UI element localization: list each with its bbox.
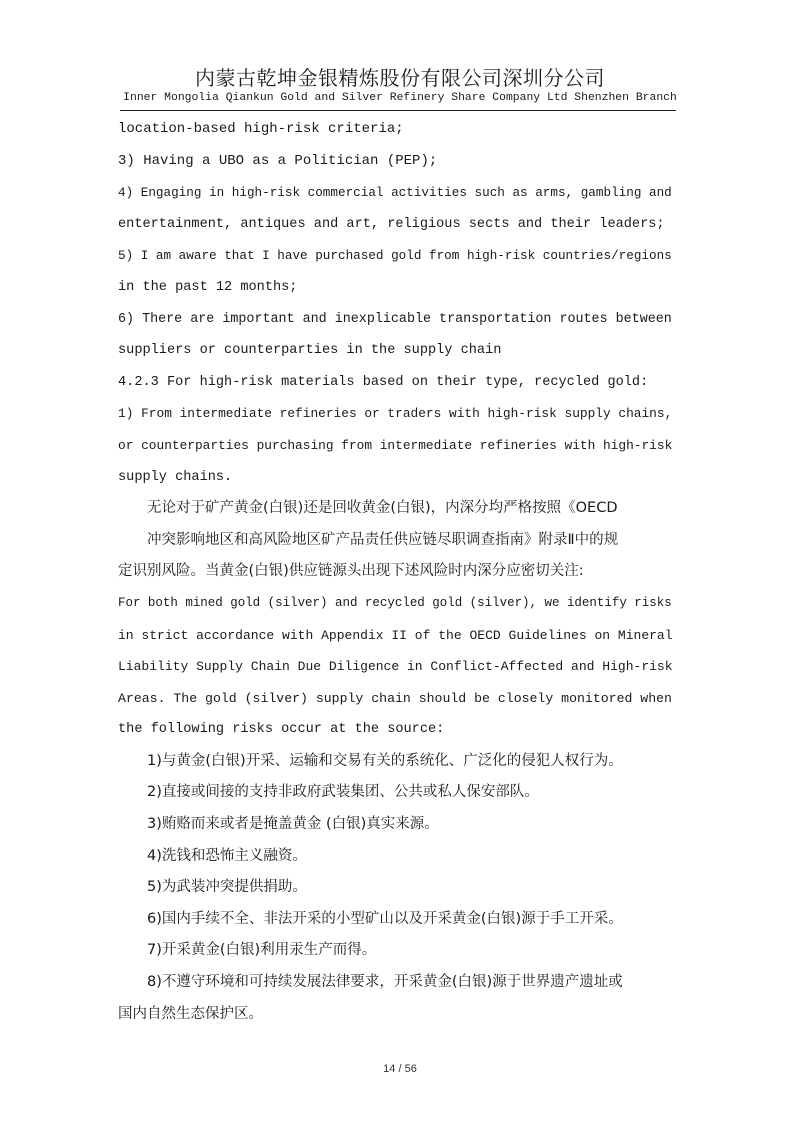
document-body bbox=[118, 114, 678, 1030]
text-line: or counterparties purchasing from intermediate refineries with high-risk bbox=[118, 437, 673, 453]
text-line: Areas. The gold (silver) supply chain should be closely monitored when bbox=[118, 690, 672, 706]
text-line: in the past 12 months; bbox=[118, 279, 298, 295]
text-line: supply chains. bbox=[118, 469, 233, 485]
list-item: 2)直接或间接的支持非政府武装集团、公共或私人保安部队。 bbox=[147, 784, 539, 801]
list-item: 4)洗钱和恐怖主义融资。 bbox=[147, 847, 307, 864]
text-line: in strict accordance with Appendix II of the OECD Guidelines on Mineral bbox=[118, 627, 673, 643]
text-line: the following risks occur at the source: bbox=[118, 722, 445, 738]
list-item: 1)与黄金(白银)开采、运输和交易有关的系统化、广泛化的侵犯人权行为。 bbox=[147, 752, 623, 769]
text-line: 无论对于矿产黄金(白银)还是回收黄金(白银)，内深分均严格按照《OECD bbox=[147, 500, 618, 517]
text-line: 定识别风险。当黄金(白银)供应链源头出现下述风险时内深分应密切关注: bbox=[118, 563, 584, 580]
list-item: 3)贿赂而来或者是掩盖黄金 (白银)真实来源。 bbox=[147, 816, 439, 833]
list-item: 5)为武装冲突提供捐助。 bbox=[147, 879, 307, 896]
text-line: suppliers or counterparties in the supply chain bbox=[118, 343, 502, 359]
section-heading: 4.2.3 For high-risk materials based on their type, recycled gold: bbox=[118, 374, 649, 390]
text-line: Liability Supply Chain Due Diligence in Conflict-Affected and High-risk bbox=[118, 659, 673, 675]
text-line: 5) I am aware that I have purchased gold from high-risk countries/regions bbox=[118, 248, 672, 264]
text-line: 1) From intermediate refineries or traders with high-risk supply chains, bbox=[118, 406, 673, 422]
list-item: 8)不遵守环境和可持续发展法律要求，开采黄金(白银)源于世界遗产遗址或 bbox=[147, 974, 623, 991]
company-name-cn: 内蒙古乾坤金银精炼股份有限公司深圳分公司 bbox=[195, 66, 605, 90]
text-line: 4) Engaging in high-risk commercial activities such as arms, gambling and bbox=[118, 185, 672, 201]
list-item: 7)开采黄金(白银)利用汞生产而得。 bbox=[147, 942, 377, 959]
text-line: location-based high-risk criteria; bbox=[118, 121, 404, 137]
text-line: 3) Having a UBO as a Politician (PEP); bbox=[118, 152, 438, 169]
list-item: 6)国内手续不全、非法开采的小型矿山以及开采黄金(白银)源于手工开采。 bbox=[147, 910, 623, 927]
text-line: 冲突影响地区和高风险地区矿产品责任供应链尽职调查指南》附录Ⅱ中的规 bbox=[147, 531, 619, 548]
text-line: 6) There are important and inexplicable transportation routes between bbox=[118, 311, 672, 327]
text-line: 国内自然生态保护区。 bbox=[118, 1005, 263, 1022]
page-number: 14 / 56 bbox=[383, 1063, 417, 1075]
text-line: For both mined gold (silver) and recycled gold (silver), we identify risks bbox=[118, 595, 672, 610]
company-name-en: Inner Mongolia Qiankun Gold and Silver Refinery Share Company Ltd Shenzhen Branch bbox=[123, 92, 677, 104]
header-divider bbox=[120, 110, 676, 111]
text-line: entertainment, antiques and art, religious sects and their leaders; bbox=[118, 216, 665, 232]
